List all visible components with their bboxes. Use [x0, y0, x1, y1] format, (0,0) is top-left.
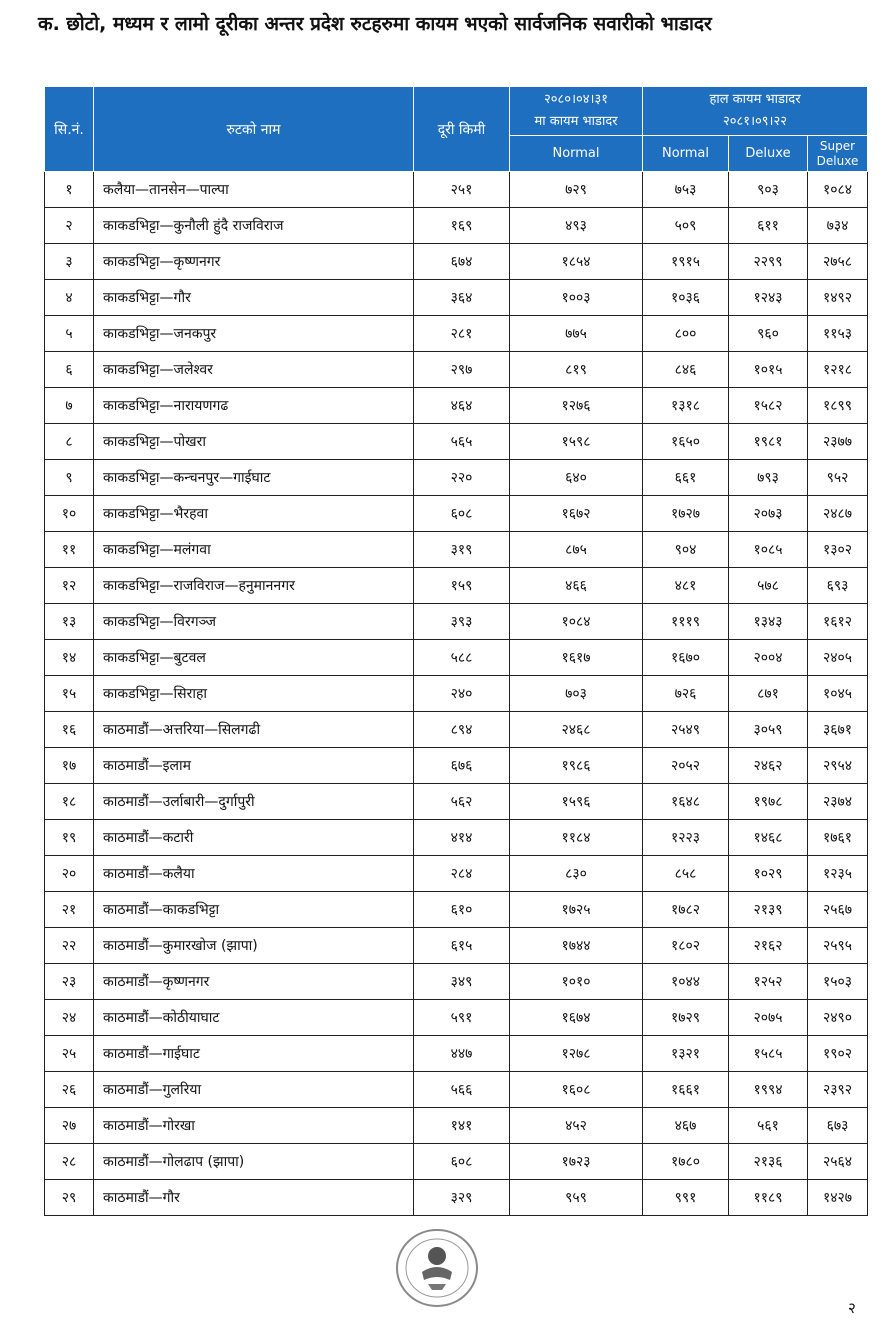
cell-sn: २ [45, 208, 94, 244]
cell-super-deluxe: १६१२ [808, 604, 868, 640]
cell-route: काठमाडौं—गौर [94, 1180, 414, 1216]
fare-table-body [45, 172, 868, 1216]
header-super-deluxe-line1: Super [819, 138, 856, 153]
cell-route: काकडभिट्टा—कृष्णनगर [94, 244, 414, 280]
cell-sn: ३ [45, 244, 94, 280]
cell-old-normal: १७२५ [510, 892, 643, 928]
cell-old-normal: २४६८ [510, 712, 643, 748]
cell-new-normal: १९१५ [643, 244, 729, 280]
cell-route: काकडभिट्टा—भैरहवा [94, 496, 414, 532]
cell-new-normal: ८०० [643, 316, 729, 352]
cell-sn: ११ [45, 532, 94, 568]
cell-super-deluxe: १५०३ [808, 964, 868, 1000]
cell-sn: ९ [45, 460, 94, 496]
cell-route: काकडभिट्टा—विरगञ्ज [94, 604, 414, 640]
cell-route: काकडभिट्टा—राजविराज—हनुमाननगर [94, 568, 414, 604]
cell-sn: १६ [45, 712, 94, 748]
cell-distance: १६९ [414, 208, 510, 244]
cell-old-normal: १२७६ [510, 388, 643, 424]
table-row [45, 316, 868, 352]
cell-deluxe: १९७८ [729, 784, 808, 820]
cell-route: काठमाडौं—कटारी [94, 820, 414, 856]
cell-distance: २४० [414, 676, 510, 712]
cell-new-normal: ९९१ [643, 1180, 729, 1216]
cell-route: काकडभिट्टा—कन्चनपुर—गाईघाट [94, 460, 414, 496]
table-row [45, 784, 868, 820]
cell-sn: २७ [45, 1108, 94, 1144]
cell-deluxe: १९९४ [729, 1072, 808, 1108]
cell-new-normal: २५४९ [643, 712, 729, 748]
cell-deluxe: १०२९ [729, 856, 808, 892]
cell-sn: २५ [45, 1036, 94, 1072]
cell-distance: ६०८ [414, 496, 510, 532]
cell-new-normal: १६६१ [643, 1072, 729, 1108]
cell-deluxe: १०१५ [729, 352, 808, 388]
header-normal-old: Normal [510, 136, 643, 172]
header-distance: दूरी किमी [414, 87, 510, 172]
cell-new-normal: १६४८ [643, 784, 729, 820]
cell-route: काठमाडौं—गुलरिया [94, 1072, 414, 1108]
cell-deluxe: ६११ [729, 208, 808, 244]
cell-route: काठमाडौं—इलाम [94, 748, 414, 784]
header-old-rate-date: २०८०।०४।३१ [544, 92, 608, 107]
cell-super-deluxe: १२१८ [808, 352, 868, 388]
table-row [45, 532, 868, 568]
cell-route: काकडभिट्टा—कुनौली हुंदै राजविराज [94, 208, 414, 244]
cell-sn: २४ [45, 1000, 94, 1036]
cell-super-deluxe: २५६४ [808, 1144, 868, 1180]
cell-route: कलैया—तानसेन—पाल्पा [94, 172, 414, 208]
cell-sn: १९ [45, 820, 94, 856]
cell-distance: ३४९ [414, 964, 510, 1000]
cell-super-deluxe: १४९२ [808, 280, 868, 316]
cell-old-normal: १५९८ [510, 424, 643, 460]
cell-deluxe: १३४३ [729, 604, 808, 640]
cell-distance: २५१ [414, 172, 510, 208]
cell-old-normal: ९५९ [510, 1180, 643, 1216]
cell-sn: ८ [45, 424, 94, 460]
cell-old-normal: ८३० [510, 856, 643, 892]
cell-old-normal: ४६६ [510, 568, 643, 604]
table-row [45, 568, 868, 604]
table-row [45, 928, 868, 964]
government-seal-icon [392, 1226, 482, 1310]
cell-new-normal: ७५३ [643, 172, 729, 208]
cell-sn: २८ [45, 1144, 94, 1180]
header-super-deluxe-line2: Deluxe [816, 153, 859, 168]
cell-distance: ५६६ [414, 1072, 510, 1108]
cell-route: काठमाडौं—काकडभिट्टा [94, 892, 414, 928]
table-row [45, 748, 868, 784]
cell-old-normal: १५९६ [510, 784, 643, 820]
cell-route: काठमाडौं—कृष्णनगर [94, 964, 414, 1000]
cell-sn: २९ [45, 1180, 94, 1216]
cell-distance: ६१५ [414, 928, 510, 964]
cell-super-deluxe: १७६१ [808, 820, 868, 856]
cell-deluxe: ३०५९ [729, 712, 808, 748]
cell-super-deluxe: ९५२ [808, 460, 868, 496]
cell-old-normal: १६७४ [510, 1000, 643, 1036]
cell-distance: १४१ [414, 1108, 510, 1144]
cell-old-normal: ४९३ [510, 208, 643, 244]
table-row [45, 712, 868, 748]
table-row [45, 604, 868, 640]
cell-deluxe: १५८२ [729, 388, 808, 424]
cell-distance: ४१४ [414, 820, 510, 856]
cell-deluxe: १९८१ [729, 424, 808, 460]
header-new-rate-label: हाल कायम भाडादर [709, 92, 801, 107]
cell-deluxe: ११८९ [729, 1180, 808, 1216]
cell-route: काकडभिट्टा—पोखरा [94, 424, 414, 460]
cell-route: काकडभिट्टा—बुटवल [94, 640, 414, 676]
header-deluxe: Deluxe [729, 136, 808, 172]
table-row [45, 172, 868, 208]
table-row [45, 676, 868, 712]
cell-new-normal: १८०२ [643, 928, 729, 964]
cell-super-deluxe: १९०२ [808, 1036, 868, 1072]
cell-deluxe: ९६० [729, 316, 808, 352]
cell-sn: २६ [45, 1072, 94, 1108]
cell-old-normal: ६४० [510, 460, 643, 496]
cell-old-normal: ७७५ [510, 316, 643, 352]
cell-new-normal: ४६७ [643, 1108, 729, 1144]
cell-distance: ५६२ [414, 784, 510, 820]
cell-route: काकडभिट्टा—जनकपुर [94, 316, 414, 352]
cell-old-normal: १०८४ [510, 604, 643, 640]
cell-sn: १० [45, 496, 94, 532]
cell-distance: २८१ [414, 316, 510, 352]
cell-sn: १ [45, 172, 94, 208]
cell-old-normal: १८५४ [510, 244, 643, 280]
cell-sn: २० [45, 856, 94, 892]
cell-old-normal: ८१९ [510, 352, 643, 388]
cell-old-normal: ११८४ [510, 820, 643, 856]
cell-old-normal: १२७८ [510, 1036, 643, 1072]
cell-sn: १७ [45, 748, 94, 784]
document-title: क. छोटो, मध्यम र लामो दूरीका अन्तर प्रदेश रुटहरुमा कायम भएको सार्वजनिक सवारीको भाडादर [38, 13, 712, 35]
cell-distance: ६०८ [414, 1144, 510, 1180]
cell-old-normal: ४५२ [510, 1108, 643, 1144]
cell-old-normal: १९८६ [510, 748, 643, 784]
cell-new-normal: १६५० [643, 424, 729, 460]
table-row [45, 388, 868, 424]
cell-new-normal: १०३६ [643, 280, 729, 316]
cell-super-deluxe: १०८४ [808, 172, 868, 208]
cell-route: काकडभिट्टा—जलेश्वर [94, 352, 414, 388]
header-route: रुटको नाम [94, 87, 414, 172]
cell-distance: ५८८ [414, 640, 510, 676]
cell-super-deluxe: ६७३ [808, 1108, 868, 1144]
cell-distance: ३२९ [414, 1180, 510, 1216]
cell-super-deluxe: १४२७ [808, 1180, 868, 1216]
cell-route: काकडभिट्टा—मलंगवा [94, 532, 414, 568]
cell-sn: १८ [45, 784, 94, 820]
cell-deluxe: १५८५ [729, 1036, 808, 1072]
cell-distance: ५६५ [414, 424, 510, 460]
table-row [45, 640, 868, 676]
cell-super-deluxe: २९५४ [808, 748, 868, 784]
table-row [45, 496, 868, 532]
cell-deluxe: २२९९ [729, 244, 808, 280]
cell-super-deluxe: २७५८ [808, 244, 868, 280]
cell-super-deluxe: ३६७१ [808, 712, 868, 748]
cell-distance: ६७४ [414, 244, 510, 280]
cell-deluxe: १२५२ [729, 964, 808, 1000]
cell-route: काठमाडौं—अत्तरिया—सिलगढी [94, 712, 414, 748]
cell-distance: ६१० [414, 892, 510, 928]
cell-super-deluxe: २४८७ [808, 496, 868, 532]
header-new-rate-date: २०८१।०९।२२ [723, 114, 787, 129]
cell-super-deluxe: १८९९ [808, 388, 868, 424]
cell-new-normal: १७२९ [643, 1000, 729, 1036]
cell-sn: ५ [45, 316, 94, 352]
cell-deluxe: ९०३ [729, 172, 808, 208]
cell-sn: ७ [45, 388, 94, 424]
cell-deluxe: २४६२ [729, 748, 808, 784]
cell-sn: १४ [45, 640, 94, 676]
cell-new-normal: ९०४ [643, 532, 729, 568]
cell-deluxe: ७९३ [729, 460, 808, 496]
header-new-rate [643, 87, 868, 136]
cell-sn: १२ [45, 568, 94, 604]
cell-super-deluxe: ११५३ [808, 316, 868, 352]
cell-route: काकडभिट्टा—सिराहा [94, 676, 414, 712]
cell-super-deluxe: २३७७ [808, 424, 868, 460]
cell-super-deluxe: ७३४ [808, 208, 868, 244]
cell-old-normal: १६०८ [510, 1072, 643, 1108]
cell-old-normal: ८७५ [510, 532, 643, 568]
cell-super-deluxe: २४९० [808, 1000, 868, 1036]
cell-distance: ६७६ [414, 748, 510, 784]
cell-route: काकडभिट्टा—गौर [94, 280, 414, 316]
cell-new-normal: ५०९ [643, 208, 729, 244]
cell-sn: १५ [45, 676, 94, 712]
cell-new-normal: १६७० [643, 640, 729, 676]
cell-distance: ३१९ [414, 532, 510, 568]
page-number: २ [848, 1299, 856, 1317]
cell-distance: ८९४ [414, 712, 510, 748]
cell-old-normal: १७४४ [510, 928, 643, 964]
table-row [45, 280, 868, 316]
cell-deluxe: २०७५ [729, 1000, 808, 1036]
header-old-rate-label: मा कायम भाडादर [534, 114, 618, 129]
cell-new-normal: १३२१ [643, 1036, 729, 1072]
cell-new-normal: १७८२ [643, 892, 729, 928]
table-row [45, 244, 868, 280]
table-row [45, 820, 868, 856]
cell-new-normal: १११९ [643, 604, 729, 640]
cell-distance: २९७ [414, 352, 510, 388]
cell-super-deluxe: २३९२ [808, 1072, 868, 1108]
cell-route: काठमाडौं—गोरखा [94, 1108, 414, 1144]
cell-sn: १३ [45, 604, 94, 640]
table-row [45, 1072, 868, 1108]
cell-new-normal: ८४६ [643, 352, 729, 388]
cell-super-deluxe: १२३५ [808, 856, 868, 892]
cell-route: काकडभिट्टा—नारायणगढ [94, 388, 414, 424]
table-row [45, 1000, 868, 1036]
table-row [45, 856, 868, 892]
cell-old-normal: ७०३ [510, 676, 643, 712]
header-sn: सि.नं. [45, 87, 94, 172]
cell-distance: ४६४ [414, 388, 510, 424]
cell-deluxe: ५७८ [729, 568, 808, 604]
cell-sn: २१ [45, 892, 94, 928]
cell-old-normal: ७२९ [510, 172, 643, 208]
cell-deluxe: २१६२ [729, 928, 808, 964]
cell-deluxe: २१३९ [729, 892, 808, 928]
cell-super-deluxe: १०४५ [808, 676, 868, 712]
cell-deluxe: २०७३ [729, 496, 808, 532]
cell-route: काठमाडौं—गाईघाट [94, 1036, 414, 1072]
header-old-rate [510, 87, 643, 136]
cell-new-normal: ८५८ [643, 856, 729, 892]
cell-sn: २३ [45, 964, 94, 1000]
cell-old-normal: १००३ [510, 280, 643, 316]
cell-super-deluxe: ६९३ [808, 568, 868, 604]
cell-distance: ३९३ [414, 604, 510, 640]
cell-sn: ४ [45, 280, 94, 316]
cell-super-deluxe: २३७४ [808, 784, 868, 820]
cell-route: काठमाडौं—कलैया [94, 856, 414, 892]
cell-deluxe: २००४ [729, 640, 808, 676]
header-normal-new: Normal [643, 136, 729, 172]
cell-new-normal: १२२३ [643, 820, 729, 856]
cell-new-normal: १७२७ [643, 496, 729, 532]
cell-deluxe: १४६८ [729, 820, 808, 856]
table-row [45, 964, 868, 1000]
table-row [45, 1180, 868, 1216]
cell-distance: ३६४ [414, 280, 510, 316]
cell-deluxe: २१३६ [729, 1144, 808, 1180]
cell-super-deluxe: २४०५ [808, 640, 868, 676]
cell-super-deluxe: २५९५ [808, 928, 868, 964]
table-row [45, 352, 868, 388]
cell-deluxe: ५६१ [729, 1108, 808, 1144]
cell-deluxe: १०८५ [729, 532, 808, 568]
table-row [45, 1144, 868, 1180]
fare-table [44, 86, 868, 1216]
cell-route: काठमाडौं—कोठीयाघाट [94, 1000, 414, 1036]
cell-deluxe: १२४३ [729, 280, 808, 316]
cell-new-normal: २०५२ [643, 748, 729, 784]
cell-old-normal: १६७२ [510, 496, 643, 532]
table-row [45, 1108, 868, 1144]
cell-super-deluxe: १३०२ [808, 532, 868, 568]
cell-route: काठमाडौं—कुमारखोज (झापा) [94, 928, 414, 964]
cell-new-normal: १०४४ [643, 964, 729, 1000]
cell-new-normal: ६६१ [643, 460, 729, 496]
cell-new-normal: ४८१ [643, 568, 729, 604]
cell-old-normal: १०१० [510, 964, 643, 1000]
cell-new-normal: ७२६ [643, 676, 729, 712]
cell-distance: २२० [414, 460, 510, 496]
table-row [45, 892, 868, 928]
cell-old-normal: १६१७ [510, 640, 643, 676]
table-row [45, 424, 868, 460]
cell-deluxe: ८७१ [729, 676, 808, 712]
table-row [45, 1036, 868, 1072]
cell-new-normal: १७८० [643, 1144, 729, 1180]
cell-distance: २८४ [414, 856, 510, 892]
cell-distance: ४४७ [414, 1036, 510, 1072]
cell-sn: २२ [45, 928, 94, 964]
header-super-deluxe [808, 136, 868, 172]
cell-sn: ६ [45, 352, 94, 388]
table-row [45, 460, 868, 496]
cell-new-normal: १३१८ [643, 388, 729, 424]
cell-super-deluxe: २५६७ [808, 892, 868, 928]
cell-route: काठमाडौं—उर्लाबारी—दुर्गापुरी [94, 784, 414, 820]
cell-route: काठमाडौं—गोलढाप (झापा) [94, 1144, 414, 1180]
table-row [45, 208, 868, 244]
cell-distance: १५९ [414, 568, 510, 604]
cell-distance: ५९१ [414, 1000, 510, 1036]
cell-old-normal: १७२३ [510, 1144, 643, 1180]
